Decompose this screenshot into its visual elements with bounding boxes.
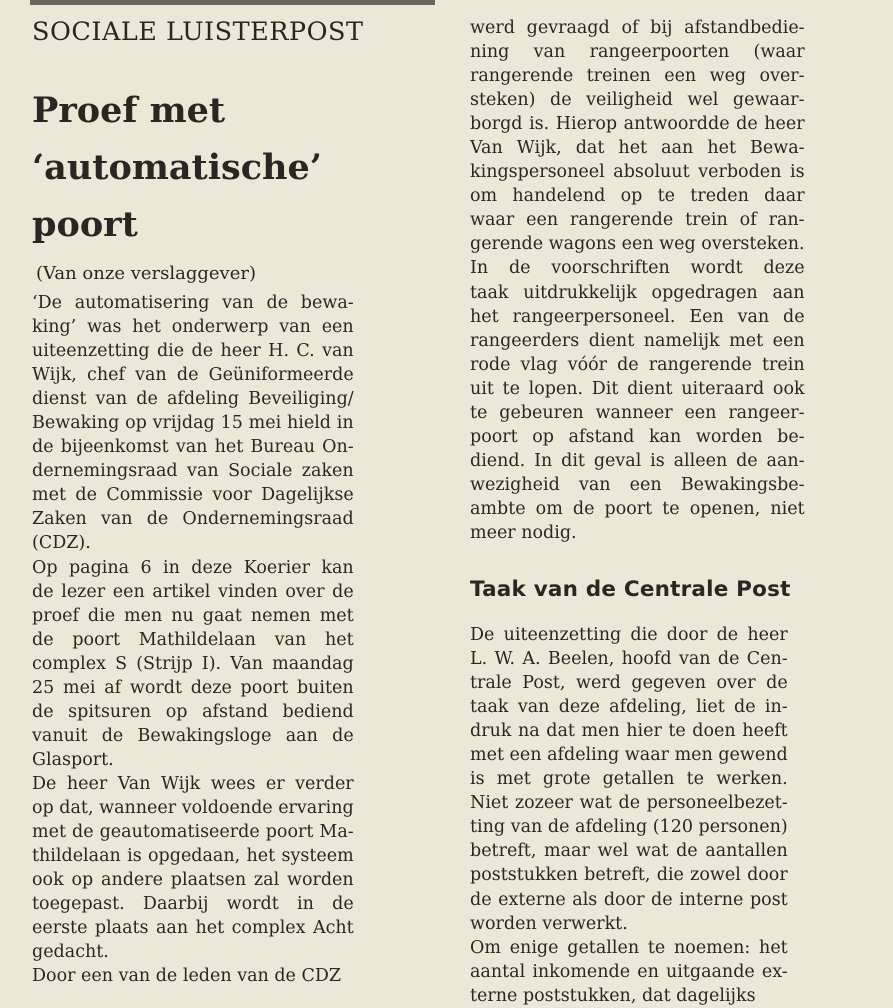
text-line: poort op afstand kan worden be-: [470, 426, 805, 447]
text-line: Zaken van de Ondernemingsraad: [32, 509, 354, 530]
text-line: ambte om de poort te openen, niet: [470, 498, 805, 519]
text-line: is met grote getallen te werken.: [470, 769, 788, 790]
section-kicker: SOCIALE LUISTERPOST: [32, 17, 364, 47]
text-line: om handelend op te treden daar: [470, 186, 805, 207]
text-line: de bijeenkomst van het Bureau On-: [32, 437, 354, 458]
text-line: king’ was het onderwerp van een: [32, 317, 354, 338]
text-line: aantal inkomende en uitgaande ex-: [470, 961, 788, 982]
text-line: rode vlag vóór de rangerende trein: [470, 354, 805, 375]
text-line: Niet zozeer wat de personeelbezet-: [470, 793, 788, 814]
text-line: borgd is. Hierop antwoordde de heer: [470, 114, 805, 135]
text-line: thildelaan is opgedaan, het systeem: [32, 846, 354, 867]
text-line: met de geautomatiseerde poort Ma-: [32, 822, 354, 843]
text-line: Om enige getallen te noemen: het: [470, 937, 788, 958]
text-line: wezigheid van een Bewakingsbe-: [470, 474, 805, 495]
text-line: proef die men nu gaat nemen met: [32, 605, 354, 626]
text-line: het rangeerpersoneel. Een van de: [470, 306, 805, 327]
text-line: poststukken betreft, die zowel door: [470, 865, 788, 886]
text-line: vanuit de Bewakingsloge aan de: [32, 725, 354, 746]
subheading: Taak van de Centrale Post: [470, 577, 791, 602]
text-line: Op pagina 6 in deze Koerier kan: [32, 557, 354, 578]
text-line: dienst van de afdeling Beveiliging/: [32, 389, 354, 410]
text-line: druk na dat men hier te doen heeft: [470, 721, 788, 742]
text-line: betreft, maar wel wat de aantallen: [470, 841, 788, 862]
text-line: werd gevraagd of bij afstandbedie-: [470, 18, 805, 38]
text-line: complex S (Strijp I). Van maandag: [32, 653, 354, 674]
text-line: worden verwerkt.: [470, 913, 628, 934]
text-line: Bewaking op vrijdag 15 mei hield in: [32, 413, 354, 434]
text-line: terne poststukken, dat dagelijks: [470, 985, 756, 1006]
text-line: meer nodig.: [470, 522, 577, 543]
text-line: dernemingsraad van Sociale zaken: [32, 461, 354, 482]
text-line: In de voorschriften wordt deze: [470, 258, 805, 279]
text-line: steken) de veiligheid wel gewaar-: [470, 90, 805, 111]
headline-line: ‘automatische’: [32, 147, 322, 188]
body-text-right-1: [470, 16, 805, 545]
text-line: ook op andere plaatsen zal worden: [32, 870, 354, 891]
text-line: uiteenzetting die de heer H. C. van: [32, 341, 354, 362]
text-line: taak uitdrukkelijk opgedragen aan: [470, 282, 805, 303]
body-text-right-2: [470, 623, 788, 1008]
text-line: De uiteenzetting die door de heer: [470, 625, 788, 645]
text-line: (CDZ).: [32, 533, 91, 554]
top-rule: [30, 0, 435, 5]
text-line: eerste plaats aan het complex Acht: [32, 918, 354, 939]
text-line: gedacht.: [32, 942, 109, 963]
byline: (Van onze verslaggever): [36, 263, 256, 284]
headline-line: Proef met: [32, 90, 226, 131]
text-line: waar een rangerende trein of ran-: [470, 210, 805, 231]
text-line: de spitsuren op afstand bediend: [32, 701, 354, 722]
text-line: uit te lopen. Dit dient uiteraard ook: [470, 378, 805, 399]
text-line: de externe als door de interne post: [470, 889, 788, 910]
body-text-left: [32, 291, 354, 988]
text-line: diend. In dit geval is alleen de aan-: [470, 450, 805, 471]
text-line: kingspersoneel absoluut verboden is: [470, 162, 805, 183]
text-line: rangerende treinen een weg over-: [470, 66, 805, 87]
text-line: Wijk, chef van de Geüniformeerde: [32, 365, 354, 386]
text-line: de lezer een artikel vinden over de: [32, 581, 354, 602]
text-line: met de Commissie voor Dagelijkse: [32, 485, 354, 506]
text-line: ‘De automatisering van de bewa-: [32, 293, 354, 313]
text-line: trale Post, werd gegeven over de: [470, 673, 788, 694]
text-line: Door een van de leden van de CDZ: [32, 966, 342, 987]
text-line: rangeerders dient namelijk met een: [470, 330, 805, 351]
text-line: met een afdeling waar men gewend: [470, 745, 788, 766]
text-line: taak van deze afdeling, liet de in-: [470, 697, 788, 718]
headline-line: poort: [32, 204, 138, 245]
text-line: op dat, wanneer voldoende ervaring: [32, 797, 354, 818]
text-line: L. W. A. Beelen, hoofd van de Cen-: [470, 649, 788, 670]
text-line: toegepast. Daarbij wordt in de: [32, 894, 354, 915]
headline: [32, 82, 322, 253]
text-line: ting van de afdeling (120 personen): [470, 817, 788, 838]
text-line: 25 mei af wordt deze poort buiten: [32, 677, 354, 698]
text-line: gerende wagons een weg oversteken.: [470, 234, 805, 255]
text-line: te gebeuren wanneer een rangeer-: [470, 402, 805, 423]
text-line: ning van rangeerpoorten (waar: [470, 42, 805, 63]
text-line: De heer Van Wijk wees er verder: [32, 773, 354, 794]
text-line: Glasport.: [32, 749, 114, 770]
text-line: de poort Mathildelaan van het: [32, 629, 354, 650]
text-line: Van Wijk, dat het aan het Bewa-: [470, 138, 805, 159]
